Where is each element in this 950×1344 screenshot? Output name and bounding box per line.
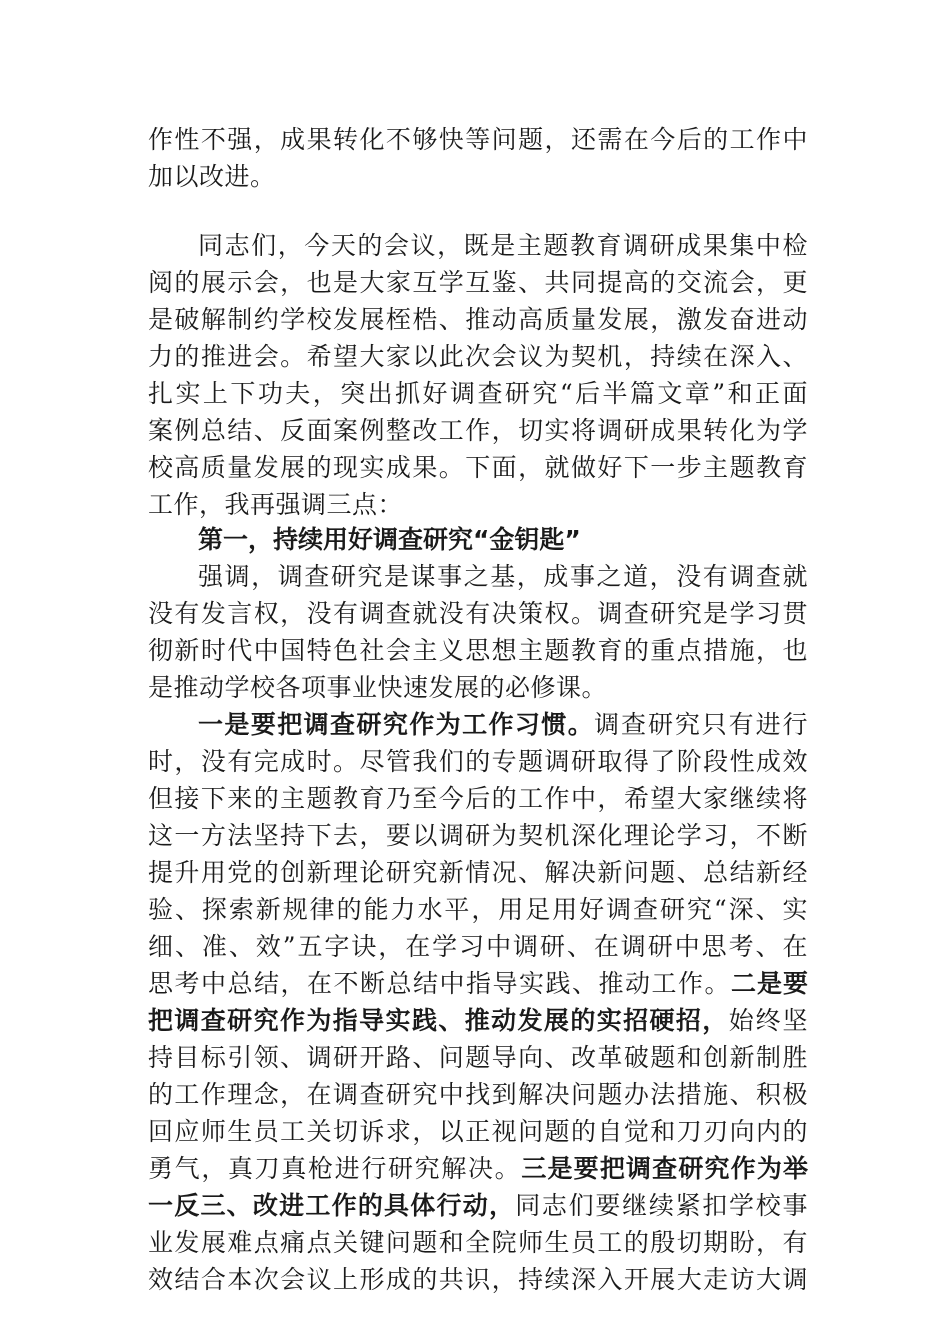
text-line: 这一方法坚持下去，要以调研为契机深化理论学习，不断 bbox=[148, 821, 808, 850]
text-line: 彻新时代中国特色社会主义思想主题教育的重点措施，也 bbox=[148, 636, 808, 665]
text-line: 效结合本次会议上形成的共识，持续深入开展大走访大调 bbox=[148, 1265, 808, 1294]
text-line: 验、探索新规律的能力水平，用足用好调查研究“深、实 bbox=[148, 895, 808, 924]
text-line: 没有发言权，没有调查就没有决策权。调查研究是学习贯 bbox=[148, 599, 808, 628]
emphasis-text: 二是要 bbox=[730, 969, 808, 998]
text-line: 扎实上下功夫，突出抓好调查研究“后半篇文章”和正面 bbox=[148, 379, 808, 408]
text-line: 校高质量发展的现实成果。下面，就做好下一步主题教育 bbox=[148, 453, 808, 482]
text-span: 勇气，真刀真枪进行研究解决。 bbox=[148, 1154, 522, 1183]
text-line: 工作，我再强调三点： bbox=[148, 490, 404, 519]
text-line: 时，没有完成时。尽管我们的专题调研取得了阶段性成效 bbox=[148, 747, 808, 776]
text-line: 回应师生员工关切诉求，以正视问题的自觉和刀刃向内的 bbox=[148, 1117, 808, 1146]
text-line: 案例总结、反面案例整改工作，切实将调研成果转化为学 bbox=[148, 416, 808, 445]
text-line: 业发展难点痛点关键问题和全院师生员工的殷切期盼，有 bbox=[148, 1228, 808, 1257]
emphasis-text: 一反三、改进工作的具体行动， bbox=[148, 1191, 516, 1220]
text-line: 但接下来的主题教育乃至今后的工作中，希望大家继续将 bbox=[148, 784, 808, 813]
text-line: 的工作理念，在调查研究中找到解决问题办法措施、积极 bbox=[148, 1080, 808, 1109]
text-line: 持目标引领、调研开路、问题导向、改革破题和创新制胜 bbox=[148, 1043, 808, 1072]
text-line: 提升用党的创新理论研究新情况、解决新问题、总结新经 bbox=[148, 858, 808, 887]
text-line: 是推动学校各项事业快速发展的必修课。 bbox=[148, 673, 608, 702]
emphasis-text: 三是要把调查研究作为举 bbox=[521, 1154, 808, 1183]
text-line: 力的推进会。希望大家以此次会议为契机，持续在深入、 bbox=[148, 342, 808, 371]
text-line: 作性不强，成果转化不够快等问题，还需在今后的工作中 bbox=[148, 125, 808, 154]
text-span: 始终坚 bbox=[728, 1006, 808, 1035]
text-line: 同志们，今天的会议，既是主题教育调研成果集中检 bbox=[198, 231, 808, 260]
text-span: 调查研究只有进行 bbox=[594, 710, 808, 739]
text-line: 加以改进。 bbox=[148, 162, 276, 191]
text-line: 阅的展示会，也是大家互学互鉴、共同提高的交流会，更 bbox=[148, 268, 808, 297]
emphasis-text: 一是要把调查研究作为工作习惯。 bbox=[198, 710, 595, 739]
text-line: 是破解制约学校发展桎梏、推动高质量发展，激发奋进动 bbox=[148, 305, 808, 334]
emphasis-text: 把调查研究作为指导实践、推动发展的实招硬招， bbox=[148, 1006, 729, 1035]
text-line: 细、准、效”五字诀，在学习中调研、在调研中思考、在 bbox=[148, 932, 808, 961]
text-span: 同志们要继续紧扣学校事 bbox=[515, 1191, 808, 1220]
text-span: 思考中总结，在不断总结中指导实践、推动工作。 bbox=[148, 969, 731, 998]
section-heading: 第一，持续用好调查研究“金钥匙” bbox=[198, 525, 581, 554]
text-line: 强调，调查研究是谋事之基，成事之道，没有调查就 bbox=[198, 562, 808, 591]
